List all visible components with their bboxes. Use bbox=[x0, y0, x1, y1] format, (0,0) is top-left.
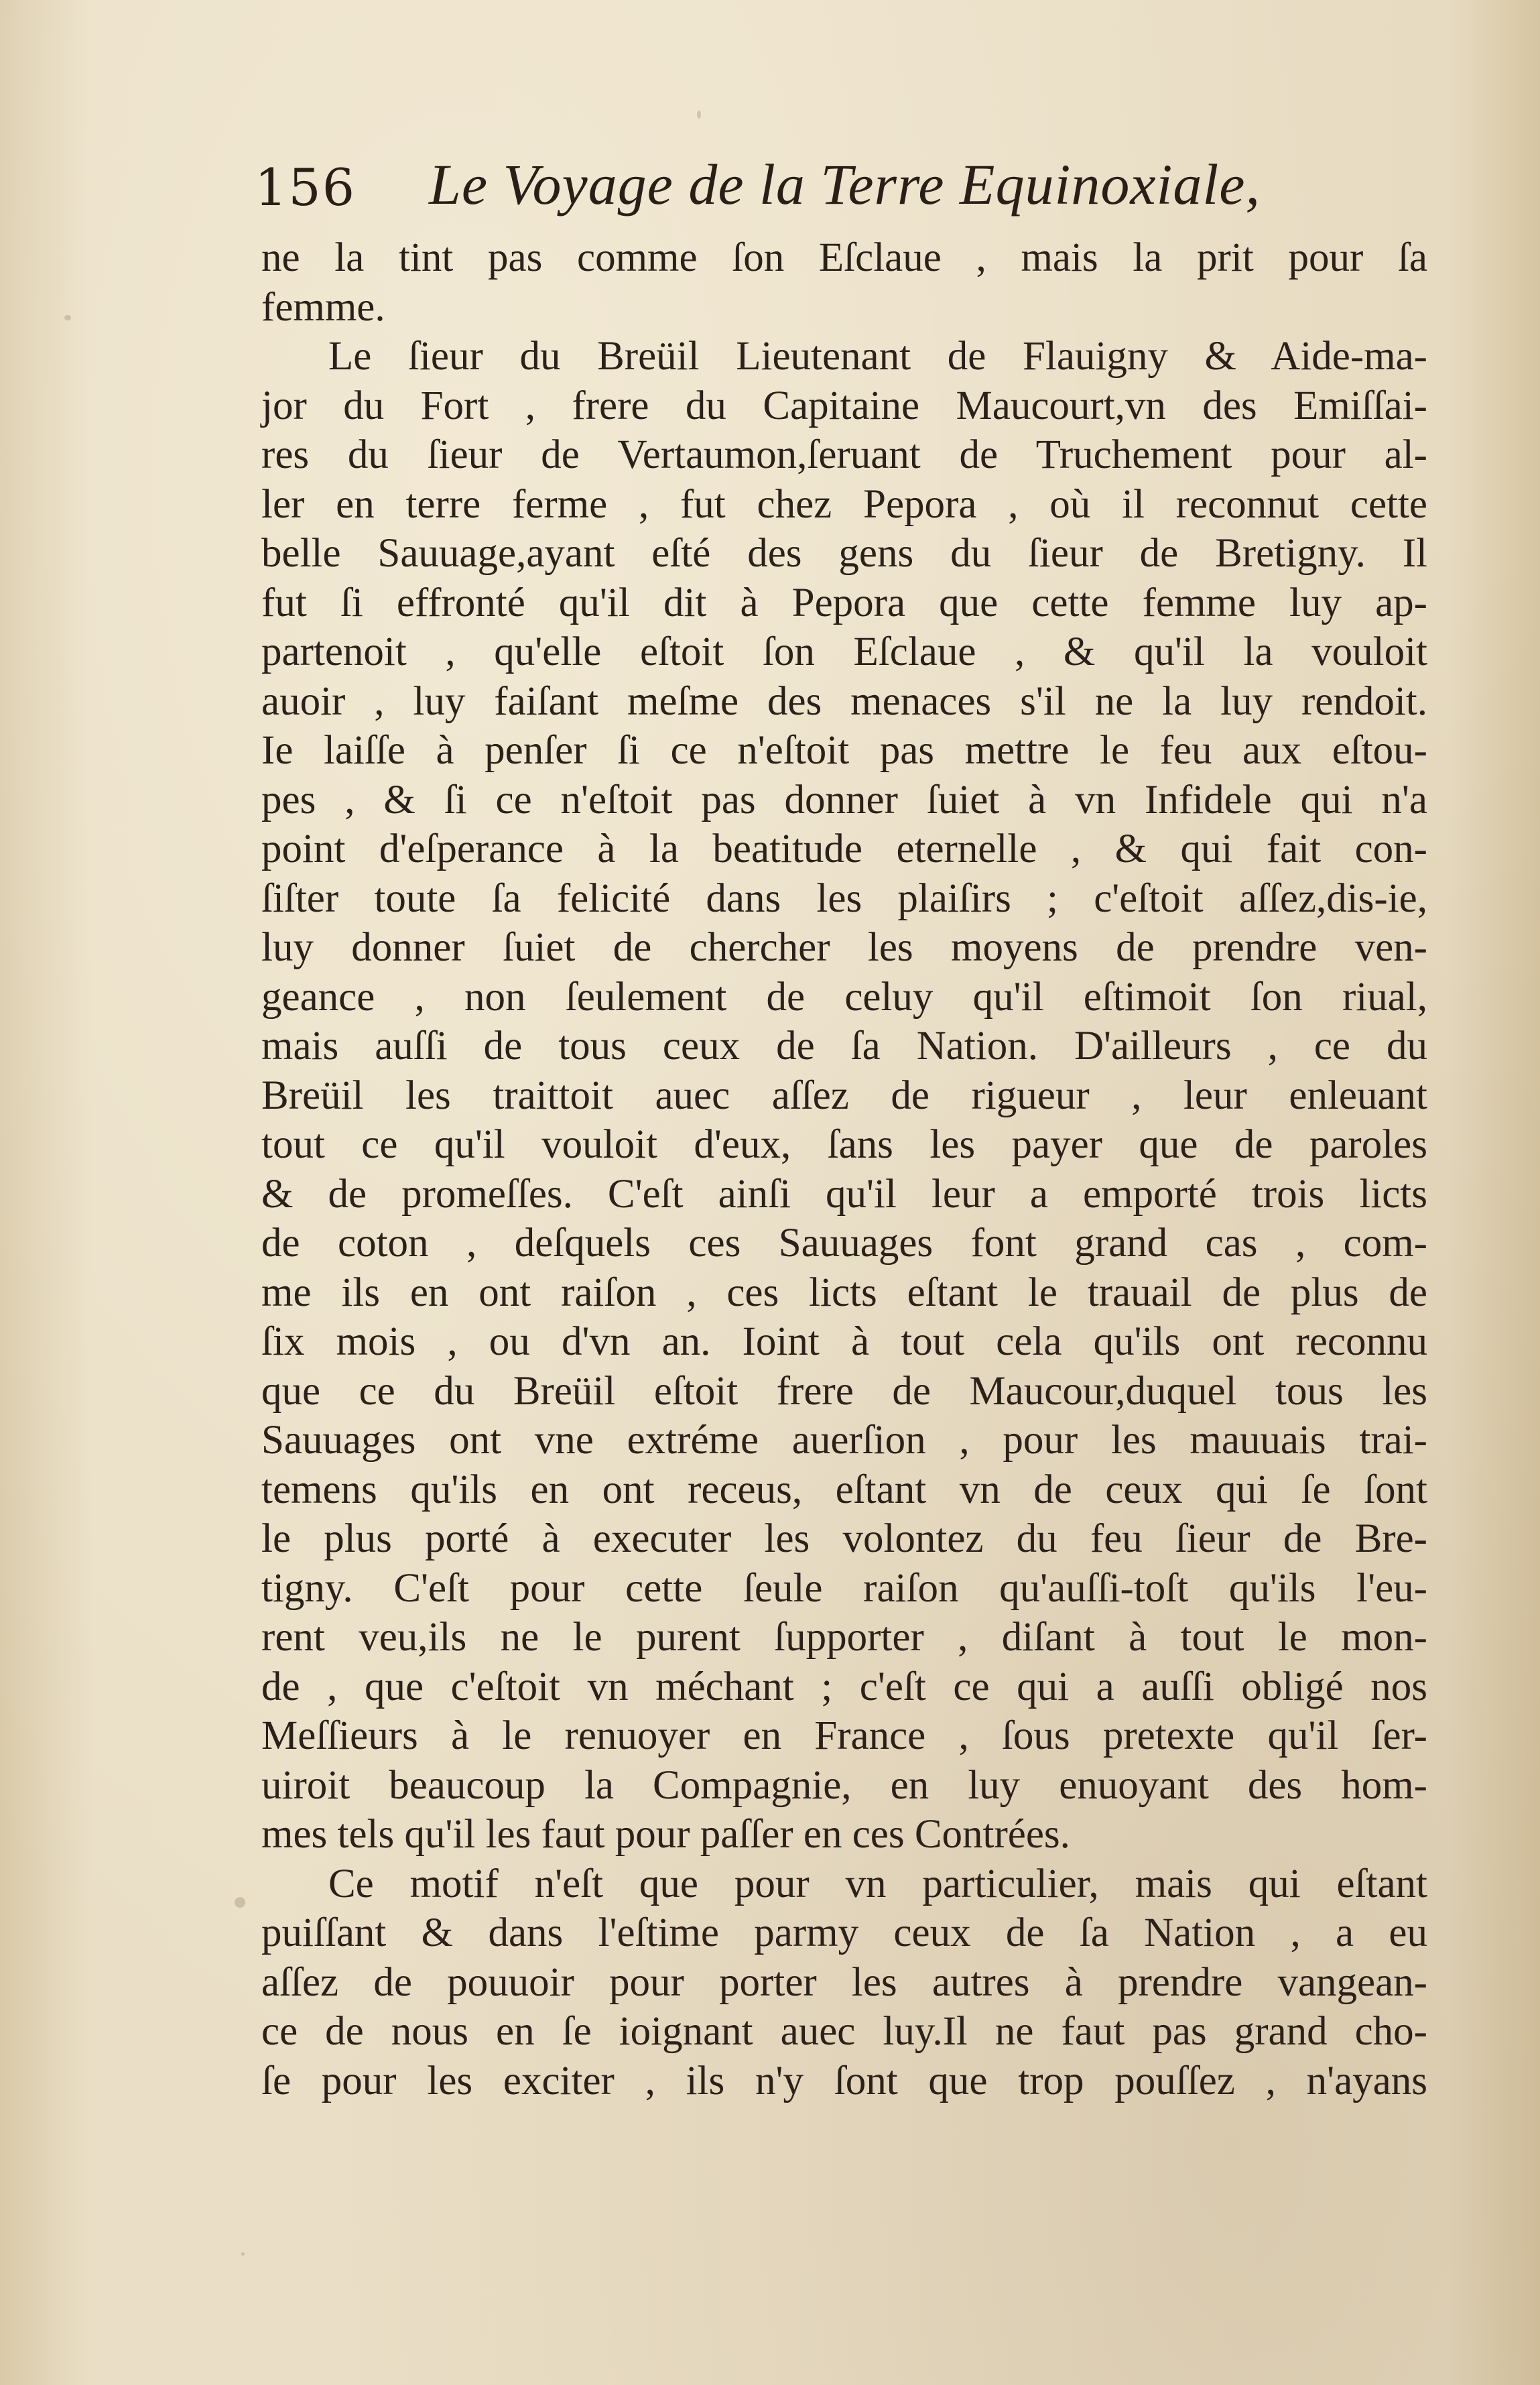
text-line: me ils en ont raiſon , ces licts eſtant le trauail de plus de bbox=[261, 1270, 1427, 1315]
text-line: ſe pour les exciter , ils n'y ſont que trop pouſſez , n'ayans bbox=[261, 2058, 1427, 2103]
running-title: Le Voyage de la Terre Equinoxiale, bbox=[429, 152, 1261, 217]
text-line: Ce motif n'eſt que pour vn particulier, mais qui eſtant bbox=[328, 1861, 1427, 1906]
text-line: Ie laiſſe à penſer ſi ce n'eſtoit pas mettre le feu aux eſtou- bbox=[261, 728, 1427, 773]
text-line: ler en terre ferme , fut chez Pepora , où il reconnut cette bbox=[261, 481, 1427, 527]
text-line: puiſſant & dans l'eſtime parmy ceux de ſa Nation , a eu bbox=[261, 1910, 1427, 1955]
text-line: ſix mois , ou d'vn an. Ioint à tout cela qu'ils ont reconnu bbox=[261, 1319, 1427, 1364]
page-number: 156 bbox=[255, 158, 357, 217]
page-header bbox=[255, 151, 1300, 218]
text-line: de , que c'eſtoit vn méchant ; c'eſt ce qui a auſſi obligé nos bbox=[261, 1664, 1427, 1709]
text-line: & de promeſſes. C'eſt ainſi qu'il leur a emporté trois licts bbox=[261, 1171, 1427, 1217]
text-line: pes , & ſi ce n'eſtoit pas donner ſuiet à vn Infidele qui n'a bbox=[261, 777, 1427, 822]
text-line: auoir , luy faiſant meſme des menaces s'il ne la luy rendoit. bbox=[261, 678, 1427, 724]
text-line: temens qu'ils en ont receus, eſtant vn de ceux qui ſe ſont bbox=[261, 1467, 1427, 1512]
text-line: fut ſi effronté qu'il dit à Pepora que cette femme luy ap- bbox=[261, 580, 1427, 625]
text-line: uiroit beaucoup la Compagnie, en luy enuoyant des hom- bbox=[261, 1762, 1427, 1808]
text-line: de coton , deſquels ces Sauuages font grand cas , com- bbox=[261, 1221, 1427, 1266]
paper-stain bbox=[235, 1897, 245, 1908]
text-line: Le ſieur du Breüil Lieutenant de Flauigny & Aide-ma- bbox=[328, 334, 1427, 379]
text-line: partenoit , qu'elle eſtoit ſon Eſclaue , & qu'il la vouloit bbox=[261, 629, 1427, 674]
text-line: point d'eſperance à la beatitude eternelle , & qui fait con- bbox=[261, 827, 1427, 871]
text-line: mais auſſi de tous ceux de ſa Nation. D'ailleurs , ce du bbox=[261, 1024, 1427, 1068]
text-line: ce de nous en ſe ioignant auec luy.Il ne faut pas grand cho- bbox=[261, 2009, 1427, 2054]
text-line: Meſſieurs à le renuoyer en France , ſous pretexte qu'il ſer- bbox=[261, 1713, 1427, 1758]
text-line: ne la tint pas comme ſon Eſclaue , mais la prit pour ſa bbox=[261, 235, 1427, 280]
text-line: Sauuages ont vne extréme auerſion , pour les mauuais trai- bbox=[261, 1418, 1427, 1463]
text-line: tout ce qu'il vouloit d'eux, ſans les payer que de paroles bbox=[261, 1122, 1427, 1167]
text-line: le plus porté à executer les volontez du feu ſieur de Bre- bbox=[261, 1516, 1427, 1561]
text-line: rent veu,ils ne le purent ſupporter , diſant à tout le mon- bbox=[261, 1615, 1427, 1660]
paper-stain bbox=[241, 2252, 245, 2256]
text-line: jor du Fort , frere du Capitaine Maucourt,vn des Emiſſai- bbox=[261, 383, 1427, 428]
text-line: ſiſter toute ſa felicité dans les plaiſirs ; c'eſtoit aſſez,dis-ie, bbox=[261, 875, 1427, 921]
text-line: geance , non ſeulement de celuy qu'il eſtimoit ſon riual, bbox=[261, 974, 1427, 1020]
body-text bbox=[261, 233, 1427, 2105]
paper-stain bbox=[697, 111, 701, 119]
text-line: luy donner ſuiet de chercher les moyens de prendre ven- bbox=[261, 925, 1427, 970]
text-line: que ce du Breüil eſtoit frere de Maucour,duquel tous les bbox=[261, 1368, 1427, 1414]
paper-stain bbox=[64, 315, 71, 320]
text-line: femme. bbox=[261, 284, 385, 330]
text-line: mes tels qu'il les faut pour paſſer en ces Contrées. bbox=[261, 1812, 1070, 1857]
text-line: belle Sauuage,ayant eſté des gens du ſieur de Bretigny. Il bbox=[261, 531, 1427, 576]
text-line: Breüil les traittoit auec aſſez de rigueur , leur enleuant bbox=[261, 1073, 1427, 1118]
text-line: aſſez de pouuoir pour porter les autres à prendre vangean- bbox=[261, 1959, 1427, 2005]
text-line: res du ſieur de Vertaumon,ſeruant de Truchement pour al- bbox=[261, 432, 1427, 477]
text-line: tigny. C'eſt pour cette ſeule raiſon qu'auſſi-toſt qu'ils l'eu- bbox=[261, 1565, 1427, 1611]
